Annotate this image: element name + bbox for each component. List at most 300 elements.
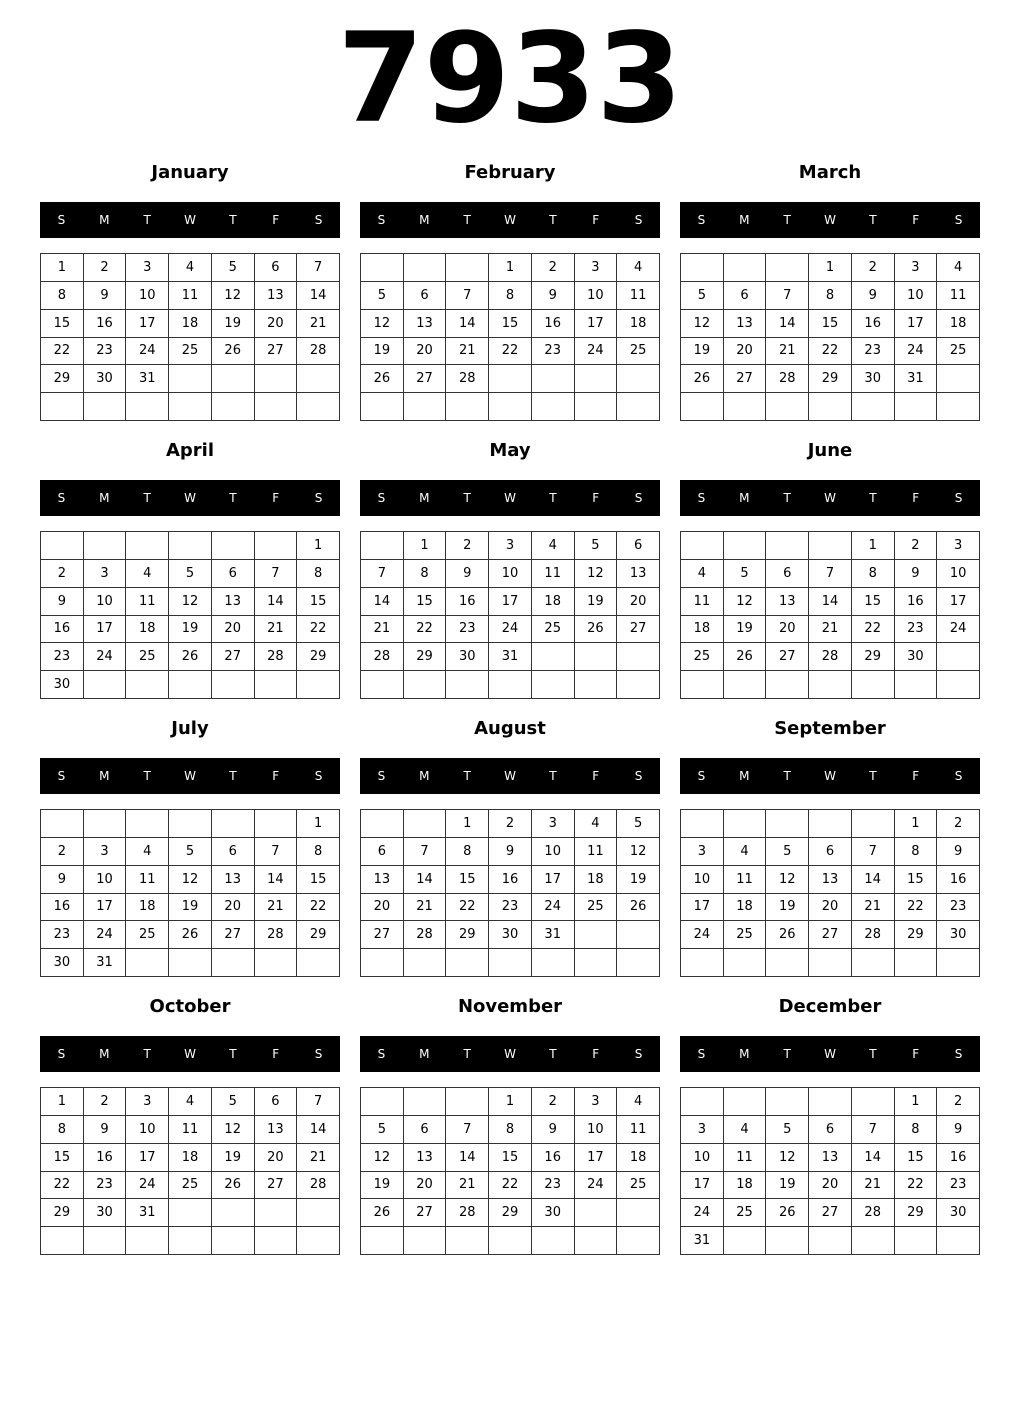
day-cell: 27 — [255, 1172, 298, 1200]
day-cell: 7 — [446, 1116, 489, 1144]
day-cell: 30 — [895, 643, 938, 671]
empty-day-cell — [361, 671, 404, 699]
day-cell: 31 — [681, 1227, 724, 1255]
day-cell: 16 — [937, 866, 980, 894]
day-cell: 21 — [404, 894, 447, 922]
empty-day-cell — [404, 1227, 447, 1255]
day-cell: 9 — [84, 1116, 127, 1144]
day-cell: 17 — [84, 616, 127, 644]
empty-day-cell — [212, 810, 255, 838]
day-cell: 16 — [84, 310, 127, 338]
weekday-label: T — [229, 1047, 237, 1061]
weekday-label: T — [143, 213, 151, 227]
empty-day-cell — [617, 643, 660, 671]
day-cell: 27 — [361, 921, 404, 949]
empty-day-cell — [126, 393, 169, 421]
day-cell: 3 — [126, 254, 169, 282]
day-cell: 2 — [84, 1088, 127, 1116]
day-cell: 20 — [212, 616, 255, 644]
empty-day-cell — [404, 671, 447, 699]
day-cell: 27 — [404, 1199, 447, 1227]
day-cell: 29 — [852, 643, 895, 671]
day-cell: 30 — [532, 1199, 575, 1227]
weekday-header — [680, 480, 980, 516]
day-cell: 9 — [41, 588, 84, 616]
weekday-label: T — [549, 1047, 557, 1061]
day-cell: 25 — [126, 921, 169, 949]
day-cell: 12 — [681, 310, 724, 338]
day-cell: 1 — [297, 810, 340, 838]
empty-day-cell — [724, 532, 767, 560]
day-cell: 15 — [489, 1144, 532, 1172]
day-grid — [360, 253, 660, 421]
day-cell: 17 — [489, 588, 532, 616]
day-cell: 4 — [617, 1088, 660, 1116]
day-cell: 10 — [575, 282, 618, 310]
day-cell: 2 — [532, 1088, 575, 1116]
weekday-label: T — [463, 213, 471, 227]
day-cell: 16 — [489, 866, 532, 894]
weekday-label: T — [229, 213, 237, 227]
empty-day-cell — [361, 810, 404, 838]
empty-day-cell — [681, 254, 724, 282]
day-cell: 13 — [724, 310, 767, 338]
day-cell: 22 — [297, 894, 340, 922]
day-cell: 12 — [212, 282, 255, 310]
month-name: February — [464, 162, 556, 183]
weekday-label: M — [739, 213, 750, 227]
empty-day-cell — [809, 393, 852, 421]
day-cell: 24 — [84, 921, 127, 949]
day-cell: 1 — [895, 1088, 938, 1116]
day-cell: 11 — [724, 1144, 767, 1172]
empty-day-cell — [255, 949, 298, 977]
weekday-label: S — [377, 769, 386, 783]
empty-day-cell — [575, 671, 618, 699]
empty-day-cell — [404, 810, 447, 838]
day-cell: 19 — [169, 616, 212, 644]
day-cell: 19 — [724, 616, 767, 644]
empty-day-cell — [724, 1227, 767, 1255]
empty-day-cell — [617, 1227, 660, 1255]
empty-day-cell — [575, 393, 618, 421]
month-august — [360, 712, 660, 972]
day-cell: 28 — [297, 338, 340, 366]
day-cell: 15 — [297, 588, 340, 616]
weekday-label: M — [99, 1047, 110, 1061]
weekday-label: F — [592, 1047, 600, 1061]
empty-day-cell — [169, 1227, 212, 1255]
day-cell: 6 — [404, 1116, 447, 1144]
empty-day-cell — [766, 1227, 809, 1255]
day-cell: 12 — [361, 310, 404, 338]
day-cell: 31 — [895, 365, 938, 393]
day-cell: 25 — [169, 338, 212, 366]
day-cell: 10 — [937, 560, 980, 588]
day-cell: 15 — [895, 866, 938, 894]
day-cell: 5 — [681, 282, 724, 310]
empty-day-cell — [126, 1227, 169, 1255]
day-cell: 23 — [446, 616, 489, 644]
day-cell: 26 — [766, 1199, 809, 1227]
day-cell: 19 — [766, 894, 809, 922]
day-cell: 24 — [575, 1172, 618, 1200]
weekday-label: M — [419, 213, 430, 227]
day-cell: 15 — [41, 1144, 84, 1172]
day-cell: 20 — [212, 894, 255, 922]
empty-day-cell — [41, 1227, 84, 1255]
day-cell: 21 — [852, 1172, 895, 1200]
empty-day-cell — [212, 949, 255, 977]
month-march — [680, 156, 980, 416]
empty-day-cell — [681, 1088, 724, 1116]
empty-day-cell — [297, 1199, 340, 1227]
day-cell: 7 — [446, 282, 489, 310]
day-cell: 24 — [126, 338, 169, 366]
day-cell: 28 — [809, 643, 852, 671]
empty-day-cell — [255, 365, 298, 393]
empty-day-cell — [895, 671, 938, 699]
day-cell: 4 — [126, 838, 169, 866]
day-cell: 12 — [766, 866, 809, 894]
empty-day-cell — [766, 532, 809, 560]
weekday-label: T — [869, 213, 877, 227]
weekday-label: S — [634, 491, 643, 505]
weekday-header — [40, 758, 340, 794]
day-cell: 27 — [766, 643, 809, 671]
weekday-label: T — [869, 1047, 877, 1061]
day-cell: 2 — [41, 838, 84, 866]
empty-day-cell — [212, 1199, 255, 1227]
day-cell: 19 — [766, 1172, 809, 1200]
weekday-label: S — [57, 213, 66, 227]
day-cell: 26 — [575, 616, 618, 644]
month-name: August — [474, 718, 546, 739]
weekday-label: F — [272, 1047, 280, 1061]
day-cell: 28 — [404, 921, 447, 949]
day-cell: 15 — [852, 588, 895, 616]
month-name: April — [165, 440, 215, 461]
empty-day-cell — [255, 671, 298, 699]
empty-day-cell — [724, 1088, 767, 1116]
day-cell: 13 — [255, 282, 298, 310]
day-cell: 29 — [297, 921, 340, 949]
empty-day-cell — [169, 1199, 212, 1227]
month-december — [680, 990, 980, 1250]
day-cell: 25 — [169, 1172, 212, 1200]
day-cell: 1 — [446, 810, 489, 838]
day-cell: 12 — [212, 1116, 255, 1144]
empty-day-cell — [446, 254, 489, 282]
day-cell: 11 — [724, 866, 767, 894]
weekday-label: S — [314, 213, 323, 227]
weekday-header — [40, 1036, 340, 1072]
weekday-label: T — [783, 769, 791, 783]
day-cell: 25 — [937, 338, 980, 366]
empty-day-cell — [724, 393, 767, 421]
empty-day-cell — [297, 393, 340, 421]
day-cell: 1 — [809, 254, 852, 282]
day-cell: 29 — [446, 921, 489, 949]
day-cell: 18 — [532, 588, 575, 616]
day-cell: 6 — [212, 838, 255, 866]
day-cell: 16 — [84, 1144, 127, 1172]
day-cell: 14 — [255, 866, 298, 894]
empty-day-cell — [361, 1227, 404, 1255]
empty-day-cell — [212, 393, 255, 421]
day-cell: 9 — [937, 838, 980, 866]
day-cell: 17 — [126, 310, 169, 338]
day-cell: 2 — [895, 532, 938, 560]
day-cell: 20 — [724, 338, 767, 366]
weekday-label: S — [697, 491, 706, 505]
weekday-label: T — [783, 213, 791, 227]
empty-day-cell — [575, 365, 618, 393]
day-cell: 13 — [361, 866, 404, 894]
day-cell: 5 — [361, 1116, 404, 1144]
weekday-label: W — [824, 213, 836, 227]
empty-day-cell — [937, 671, 980, 699]
day-cell: 24 — [895, 338, 938, 366]
empty-day-cell — [297, 1227, 340, 1255]
empty-day-cell — [575, 949, 618, 977]
empty-day-cell — [41, 810, 84, 838]
day-cell: 27 — [255, 338, 298, 366]
day-cell: 18 — [575, 866, 618, 894]
empty-day-cell — [895, 393, 938, 421]
day-cell: 29 — [895, 1199, 938, 1227]
day-cell: 19 — [212, 310, 255, 338]
day-cell: 21 — [297, 1144, 340, 1172]
day-cell: 7 — [852, 1116, 895, 1144]
day-cell: 12 — [361, 1144, 404, 1172]
weekday-label: F — [592, 213, 600, 227]
day-cell: 13 — [212, 866, 255, 894]
weekday-label: S — [954, 213, 963, 227]
day-cell: 23 — [937, 894, 980, 922]
day-cell: 28 — [361, 643, 404, 671]
day-cell: 11 — [575, 838, 618, 866]
day-cell: 25 — [575, 894, 618, 922]
day-cell: 18 — [126, 616, 169, 644]
day-cell: 22 — [852, 616, 895, 644]
weekday-label: T — [143, 769, 151, 783]
day-cell: 8 — [446, 838, 489, 866]
day-cell: 19 — [212, 1144, 255, 1172]
day-cell: 26 — [212, 1172, 255, 1200]
day-cell: 13 — [404, 310, 447, 338]
day-cell: 20 — [766, 616, 809, 644]
weekday-label: T — [549, 769, 557, 783]
weekday-label: F — [272, 213, 280, 227]
day-cell: 10 — [84, 866, 127, 894]
empty-day-cell — [681, 810, 724, 838]
day-cell: 12 — [617, 838, 660, 866]
day-cell: 12 — [169, 588, 212, 616]
empty-day-cell — [852, 393, 895, 421]
weekday-label: S — [954, 1047, 963, 1061]
empty-day-cell — [766, 949, 809, 977]
empty-day-cell — [404, 254, 447, 282]
empty-day-cell — [532, 365, 575, 393]
day-cell: 2 — [937, 810, 980, 838]
day-cell: 26 — [766, 921, 809, 949]
day-cell: 17 — [937, 588, 980, 616]
weekday-label: S — [697, 769, 706, 783]
weekday-label: S — [314, 491, 323, 505]
weekday-label: M — [739, 1047, 750, 1061]
day-cell: 8 — [41, 282, 84, 310]
day-cell: 8 — [852, 560, 895, 588]
day-cell: 31 — [84, 949, 127, 977]
day-cell: 6 — [255, 1088, 298, 1116]
weekday-label: S — [377, 491, 386, 505]
day-cell: 6 — [212, 560, 255, 588]
month-name: June — [807, 440, 853, 461]
day-cell: 8 — [895, 838, 938, 866]
day-cell: 18 — [169, 310, 212, 338]
empty-day-cell — [681, 949, 724, 977]
day-cell: 16 — [532, 1144, 575, 1172]
month-october — [40, 990, 340, 1250]
day-cell: 9 — [852, 282, 895, 310]
month-name: January — [151, 162, 229, 183]
day-cell: 15 — [41, 310, 84, 338]
day-cell: 30 — [41, 949, 84, 977]
weekday-label: T — [869, 769, 877, 783]
day-cell: 14 — [766, 310, 809, 338]
day-cell: 6 — [361, 838, 404, 866]
day-cell: 24 — [575, 338, 618, 366]
empty-day-cell — [446, 671, 489, 699]
empty-day-cell — [809, 532, 852, 560]
day-cell: 23 — [532, 1172, 575, 1200]
weekday-label: F — [912, 213, 920, 227]
day-cell: 3 — [84, 560, 127, 588]
day-grid — [680, 531, 980, 699]
weekday-label: S — [954, 769, 963, 783]
day-cell: 19 — [361, 1172, 404, 1200]
day-cell: 21 — [446, 338, 489, 366]
day-cell: 29 — [895, 921, 938, 949]
day-cell: 21 — [255, 894, 298, 922]
day-cell: 13 — [212, 588, 255, 616]
weekday-label: T — [783, 491, 791, 505]
day-cell: 14 — [297, 1116, 340, 1144]
day-cell: 17 — [681, 1172, 724, 1200]
weekday-label: T — [549, 213, 557, 227]
day-cell: 25 — [126, 643, 169, 671]
empty-day-cell — [255, 1199, 298, 1227]
day-cell: 22 — [297, 616, 340, 644]
day-grid — [40, 809, 340, 977]
day-cell: 8 — [297, 560, 340, 588]
day-cell: 8 — [489, 1116, 532, 1144]
weekday-label: W — [824, 491, 836, 505]
day-cell: 10 — [681, 1144, 724, 1172]
empty-day-cell — [84, 810, 127, 838]
empty-day-cell — [84, 393, 127, 421]
empty-day-cell — [297, 949, 340, 977]
day-cell: 16 — [41, 894, 84, 922]
weekday-label: M — [99, 491, 110, 505]
empty-day-cell — [255, 532, 298, 560]
day-cell: 6 — [255, 254, 298, 282]
empty-day-cell — [212, 1227, 255, 1255]
day-cell: 27 — [212, 921, 255, 949]
day-cell: 3 — [575, 1088, 618, 1116]
day-cell: 5 — [724, 560, 767, 588]
day-cell: 6 — [404, 282, 447, 310]
day-cell: 2 — [489, 810, 532, 838]
day-cell: 3 — [489, 532, 532, 560]
day-cell: 9 — [937, 1116, 980, 1144]
day-cell: 31 — [126, 1199, 169, 1227]
day-cell: 23 — [84, 338, 127, 366]
day-cell: 8 — [297, 838, 340, 866]
month-july — [40, 712, 340, 972]
empty-day-cell — [852, 1227, 895, 1255]
day-cell: 9 — [41, 866, 84, 894]
day-cell: 20 — [404, 338, 447, 366]
day-cell: 4 — [532, 532, 575, 560]
year-title: 7933 — [337, 7, 683, 151]
weekday-label: S — [314, 769, 323, 783]
weekday-label: F — [272, 491, 280, 505]
day-cell: 26 — [169, 921, 212, 949]
day-cell: 4 — [126, 560, 169, 588]
day-cell: 22 — [895, 1172, 938, 1200]
day-cell: 28 — [766, 365, 809, 393]
day-cell: 17 — [895, 310, 938, 338]
day-cell: 21 — [297, 310, 340, 338]
day-cell: 3 — [84, 838, 127, 866]
day-cell: 20 — [809, 894, 852, 922]
day-cell: 1 — [489, 1088, 532, 1116]
day-cell: 22 — [446, 894, 489, 922]
day-cell: 26 — [169, 643, 212, 671]
empty-day-cell — [617, 949, 660, 977]
day-cell: 10 — [575, 1116, 618, 1144]
empty-day-cell — [404, 949, 447, 977]
empty-day-cell — [489, 393, 532, 421]
weekday-label: S — [57, 491, 66, 505]
weekday-label: S — [634, 213, 643, 227]
day-cell: 1 — [41, 254, 84, 282]
day-cell: 19 — [617, 866, 660, 894]
day-cell: 22 — [41, 338, 84, 366]
month-january — [40, 156, 340, 416]
day-cell: 1 — [895, 810, 938, 838]
day-cell: 24 — [937, 616, 980, 644]
weekday-label: W — [184, 769, 196, 783]
day-cell: 28 — [297, 1172, 340, 1200]
day-cell: 20 — [404, 1172, 447, 1200]
empty-day-cell — [489, 1227, 532, 1255]
empty-day-cell — [532, 949, 575, 977]
empty-day-cell — [724, 810, 767, 838]
weekday-label: S — [697, 213, 706, 227]
day-cell: 2 — [532, 254, 575, 282]
weekday-label: T — [463, 491, 471, 505]
weekday-label: S — [377, 213, 386, 227]
day-cell: 13 — [766, 588, 809, 616]
month-name: July — [171, 718, 209, 739]
day-cell: 22 — [489, 1172, 532, 1200]
day-cell: 16 — [532, 310, 575, 338]
weekday-label: M — [99, 213, 110, 227]
day-cell: 6 — [766, 560, 809, 588]
